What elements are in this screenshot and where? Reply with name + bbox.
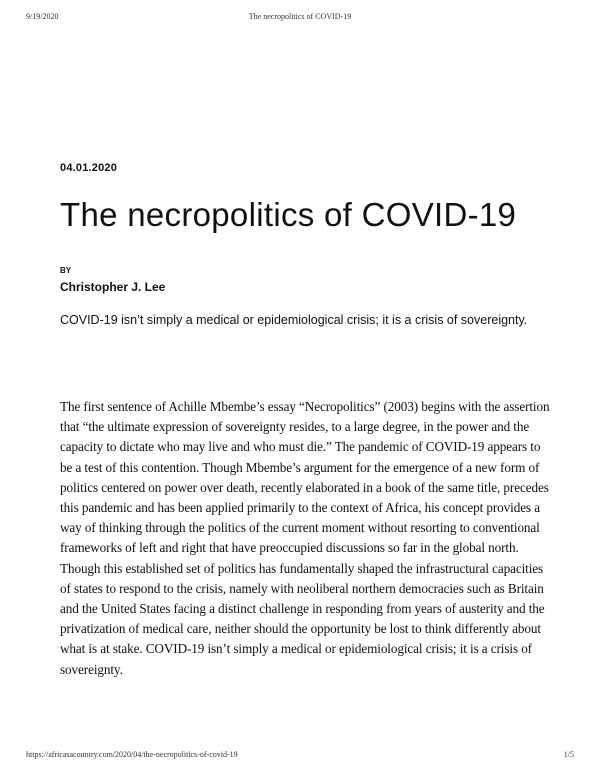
- print-url: https://africasacountry.com/2020/04/the-necropolitics-of-covid-19: [26, 750, 238, 759]
- page-number: 1/5: [563, 750, 574, 759]
- article-title: The necropolitics of COVID-19: [60, 196, 517, 233]
- print-header: [26, 12, 574, 24]
- author-name[interactable]: Christopher J. Lee: [60, 280, 166, 294]
- print-footer: [26, 750, 574, 762]
- byline-label: BY: [60, 266, 72, 275]
- article-date: 04.01.2020: [60, 162, 118, 174]
- article-dek: COVID-19 isn’t simply a medical or epidemiological crisis; it is a crisis of sovereignty.: [60, 313, 528, 327]
- print-page-title: The necropolitics of COVID-19: [248, 12, 352, 21]
- article-body-paragraph: The first sentence of Achille Mbembe’s essay “Necropolitics” (2003) begins with the assertion that “the ultimate expression of sovereignty resides, to a large degree, in the power and the capacity to dictate who may live and who must die.” The pandemic of COVID-19 appears to be a test of this contention. Though Mbembe’s argument for the emergence of a new form of politics centered on power over death, recently elaborated in a book of the same title, precedes this pandemic and has been applied primarily to the context of Africa, his concept provides a way of thinking through the politics of the current moment without resorting to conventional frameworks of left and right that have preoccupied discussions so far in the global north. Though this established set of politics has fundamentally shaped the infrastructural capacities of states to respond to the crisis, namely with neoliberal northern democracies such as Britain and the United States facing a distinct challenge in responding from years of austerity and the privatization of medical care, neither should the opportunity be lost to think differently about what is at stake. COVID-19 isn’t simply a medical or epidemiological crisis; it is a crisis of sovereignty.: [60, 399, 550, 677]
- print-date: 9/19/2020: [26, 12, 59, 21]
